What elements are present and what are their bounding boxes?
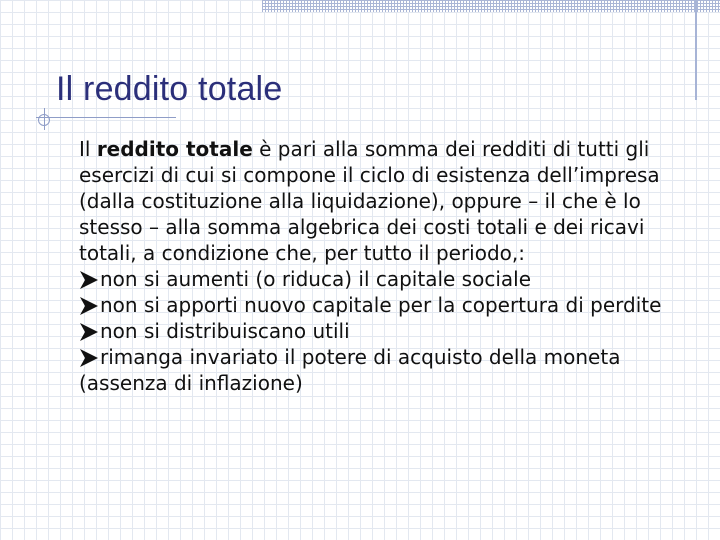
slide-body bbox=[79, 136, 679, 396]
decorative-vertical-line bbox=[695, 0, 697, 100]
arrow-bullet-icon bbox=[79, 296, 100, 316]
bullet-item: non si apporti nuovo capitale per la copertura di perdite bbox=[79, 292, 679, 318]
arrow-bullet-icon bbox=[79, 270, 100, 290]
slide-title: Il reddito totale bbox=[56, 70, 283, 108]
intro-bold-term: reddito totale bbox=[96, 137, 253, 161]
intro-prefix: Il bbox=[79, 137, 97, 161]
bullet-item: rimanga invariato il potere di acquisto della moneta (assenza di inflazione) bbox=[79, 345, 621, 395]
decorative-top-band bbox=[262, 0, 720, 12]
title-underline bbox=[36, 117, 176, 118]
intro-text: è pari alla somma dei redditi di tutti gli esercizi di cui si compone il ciclo di esistenza dell’impresa (dalla costituzione alla liquidazione), oppure – il che è lo stesso – alla somma algebrica dei costi totali e dei ricavi totali, a condizione che, per tutto il periodo,: bbox=[79, 137, 660, 265]
decorative-circle-icon bbox=[38, 114, 50, 126]
arrow-bullet-icon bbox=[79, 348, 100, 368]
bullet-item: non si aumenti (o riduca) il capitale sociale bbox=[79, 266, 679, 292]
bullet-item: non si distribuiscano utili bbox=[79, 318, 679, 344]
arrow-bullet-icon bbox=[79, 322, 100, 342]
intro-paragraph bbox=[79, 136, 679, 266]
